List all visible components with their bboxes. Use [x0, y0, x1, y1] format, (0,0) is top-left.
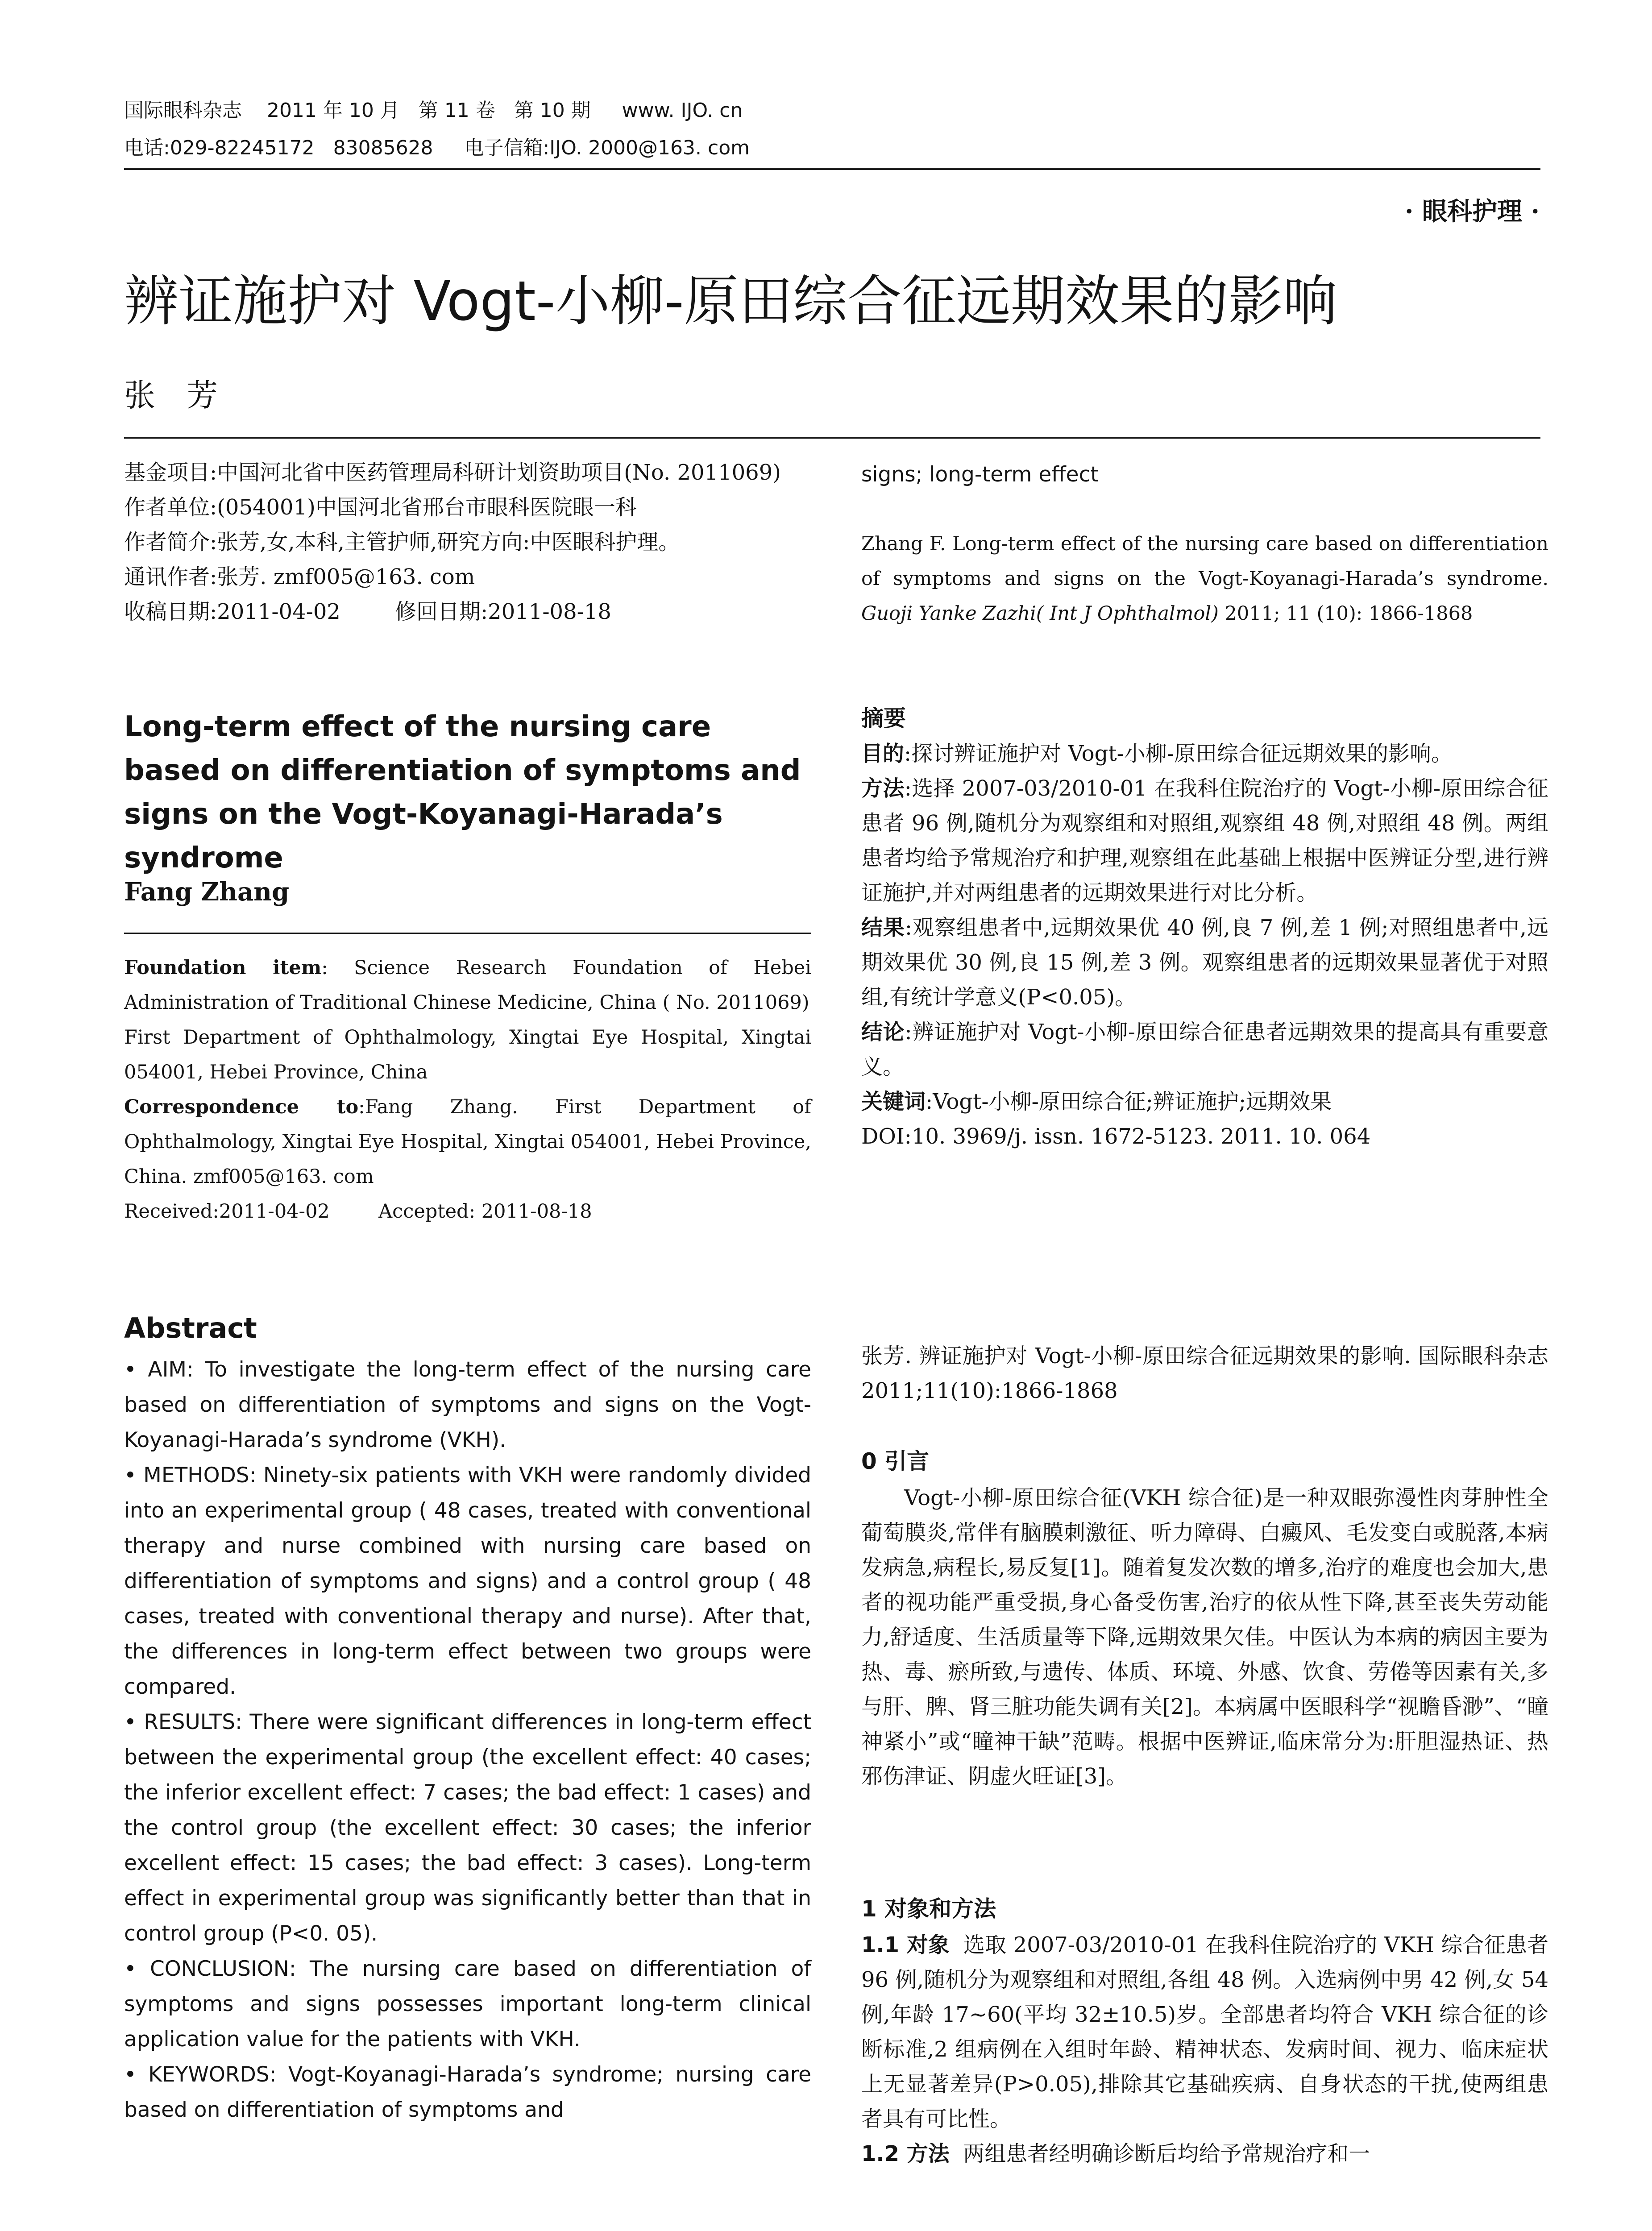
correspondence-en — [124, 1090, 811, 1194]
zhaiyao-results-text: :观察组患者中,远期效果优 40 例,良 7 例,差 1 例;对照组患者中,远期效果优 30 例,良 15 例,差 3 例。观察组患者的远期效果显著优于对照组,有统计学意义(P<0.05)。 — [861, 915, 1548, 1010]
methods-1-1-text: 选取 2007-03/2010-01 在我科住院治疗的 VKH 综合征患者 96 例,随机分为观察组和对照组,各组 48 例。入选病例中男 42 例,女 54 例,年龄 17~60(平均 32±10.5)岁。全部患者均符合 VKH 综合征的诊断标准,2 组病例在入组时年龄、精神状态、发病时间、视力、临床症状上无显著差异(P>0.05),排除其它基础疾病、自身状态的干扰,使两组患者具有可比性。 — [861, 1932, 1556, 2131]
zhaiyao-results-label: 结果 — [861, 915, 905, 940]
zhaiyao-aim-text: :探讨辨证施护对 Vogt-小柳-原田综合征远期效果的影响。 — [904, 741, 1453, 766]
zhaiyao-aim-label: 目的 — [861, 741, 905, 766]
en-info-block — [124, 950, 811, 1229]
correspondence-cn: 通讯作者:张芳. zmf005@163. com — [124, 564, 475, 589]
zhaiyao-methods-text: :选择 2007-03/2010-01 在我科住院治疗的 Vogt-小柳-原田综合征患者 96 例,随机分为观察组和对照组,观察组 48 例,对照组 48 例。两组患者均给予常规治疗和护理,观察组在此基础上根据中医辨证分型,进行辨证施护,并对两组患者的远期效果进行对比分析。 — [861, 776, 1548, 905]
intro-body: Vogt-小柳-原田综合征(VKH 综合征)是一种双眼弥漫性肉芽肿性全葡萄膜炎,常伴有脑膜刺激征、听力障碍、白癜风、毛发变白或脱落,本病发病急,病程长,易反复[1]。随着复发次数的增多,治疗的难度也会加大,患者的视功能严重受损,身心备受伤害,治疗的依从性下降,甚至丧失劳动能力,舒适度、生活质量等下降,远期效果欠佳。中医认为本病的病因主要为热、毒、瘀所致,与遗传、体质、环境、外感、饮食、劳倦等因素有关,多与肝、脾、肾三脏功能失调有关[2]。本病属中医眼科学“视瞻昏渺”、“瞳神紧小”或“瞳神干缺”范畴。根据中医辨证,临床常分为:肝胆湿热证、热邪伤津证、阴虚火旺证[3]。 — [861, 1485, 1548, 1789]
foundation-label: Foundation item — [124, 957, 322, 979]
intro-body-block — [861, 1480, 1548, 1794]
zhaiyao-aim — [861, 736, 1548, 771]
doi: DOI:10. 3969/j. issn. 1672-5123. 2011. 10. 064 — [861, 1124, 1371, 1149]
affiliation-en: First Department of Ophthalmology, Xingtai Eye Hospital, Xingtai 054001, Hebei Province, China — [124, 1026, 811, 1083]
abstract-body — [124, 1352, 811, 2127]
zhaiyao-results — [861, 910, 1548, 1015]
received-accepted: Received:2011-04-02 Accepted: 2011-08-18 — [124, 1200, 592, 1223]
abstract-keywords: • KEYWORDS: Vogt-Koyanagi-Harada’s syndrome; nursing care based on differentiation of symptoms and — [124, 2062, 811, 2122]
zhaiyao-body — [861, 736, 1548, 1154]
abstract-methods: • METHODS: Ninety-six patients with VKH were randomly divided into an experimental group ( 48 cases, treated with conventional therapy and nurse combined with nursing care based on differentiation of symptoms and signs) and a control group ( 48 cases, treated with conventional therapy and nurse). After that, the differences in long-term effect between two groups were compared. — [124, 1463, 811, 1699]
en-info-rule — [124, 933, 811, 934]
abstract-aim: • AIM: To investigate the long-term effect of the nursing care based on differentiation of symptoms and signs on the Vogt-Koyanagi-Harada’s syndrome (VKH). — [124, 1357, 811, 1452]
title-rule — [124, 437, 1540, 439]
methods-1-1 — [861, 1928, 1556, 2136]
author-bio-cn: 作者简介:张芳,女,本科,主管护师,研究方向:中医眼科护理。 — [124, 530, 680, 555]
author-name-en: Fang Zhang — [124, 877, 290, 907]
page-title: 辨证施护对 Vogt-小柳-原田综合征远期效果的影响 — [124, 270, 1337, 333]
citation-en-part-b: 2011; 11 (10): 1866-1868 — [1218, 602, 1473, 625]
methods-1-2 — [861, 2136, 1548, 2171]
citation-cn: 张芳. 辨证施护对 Vogt-小柳-原田综合征远期效果的影响. 国际眼科杂志 2011;11(10):1866-1868 — [861, 1344, 1548, 1403]
zhaiyao-conclusion — [861, 1015, 1548, 1084]
methods-heading: 1 对象和方法 — [861, 1896, 996, 1922]
zhaiyao-conclusion-label: 结论 — [861, 1020, 905, 1045]
intro-heading: 0 引言 — [861, 1448, 930, 1474]
foundation-text: : Science Research Foundation of Hebei Administration of Traditional Chinese Medicine, China ( No. 2011069) — [124, 957, 811, 1014]
citation-cn-block — [861, 1339, 1548, 1408]
author-name-cn: 张芳 — [124, 377, 249, 414]
section-tag: · 眼科护理 · — [1405, 197, 1540, 226]
correspondence-label: Correspondence to — [124, 1096, 359, 1118]
citation-en-journal: Guoji Yanke Zazhi( Int J Ophthalmol) — [861, 602, 1219, 625]
abstract-conclusion: • CONCLUSION: The nursing care based on differentiation of symptoms and signs possesses important long-term clinical application value for the patients with VKH. — [124, 1957, 811, 2052]
zhaiyao-keywords — [861, 1084, 1548, 1119]
header-rule — [124, 168, 1540, 170]
zhaiyao-conclusion-text: :辨证施护对 Vogt-小柳-原田综合征患者远期效果的提高具有重要意义。 — [861, 1020, 1548, 1079]
citation-en — [861, 527, 1548, 631]
cn-info-block — [124, 455, 811, 629]
journal-header-line2: 电话:029-82245172 83085628 电子信箱:IJO. 2000@163. com — [124, 137, 750, 159]
methods-1-1-label: 1.1 对象 — [861, 1932, 950, 1957]
zhaiyao-keywords-label: 关键词 — [861, 1089, 926, 1114]
keywords-continued: signs; long-term effect — [861, 462, 1099, 487]
dates-cn: 收稿日期:2011-04-02 修回日期:2011-08-18 — [124, 599, 611, 624]
foundation-item — [124, 950, 811, 1020]
english-title: Long-term effect of the nursing care based on differentiation of symptoms and signs on the Vogt-Koyanagi-Harada’s syndrome — [124, 710, 801, 875]
abstract-heading: Abstract — [124, 1312, 257, 1344]
methods-1-2-text: 两组患者经明确诊断后均给予常规治疗和一 — [949, 2141, 1370, 2166]
abstract-results: • RESULTS: There were significant differences in long-term effect between the experimental group (the excellent effect: 40 cases; the inferior excellent effect: 7 cases; the bad effect: 1 cases) and the control group (the excellent effect: 30 cases; the inferior excellent effect: 15 cases; the bad effect: 3 cases). Long-term effect in experimental group was significantly better than that in control group (P<0. 05). — [124, 1710, 811, 1946]
correspondence-text: :Fang Zhang. First Department of Ophthalmology, Xingtai Eye Hospital, Xingtai 054001, Hebei Province, China. zmf005@163. com — [124, 1096, 811, 1188]
zhaiyao-methods-label: 方法 — [861, 776, 905, 801]
citation-en-part-a: Zhang F. Long-term effect of the nursing care based on differentiation of symptoms and signs on the Vogt-Koyanagi-Harada’s syndrome. — [861, 533, 1548, 590]
zhaiyao-keywords-text: :Vogt-小柳-原田综合征;辨证施护;远期效果 — [926, 1089, 1332, 1114]
citation-en-block — [861, 527, 1548, 631]
zhaiyao-methods — [861, 771, 1548, 910]
methods-body — [861, 1928, 1556, 2171]
affiliation-cn: 作者单位:(054001)中国河北省邢台市眼科医院眼一科 — [124, 495, 637, 520]
fund-item-cn: 基金项目:中国河北省中医药管理局科研计划资助项目(No. 2011069) — [124, 460, 781, 485]
methods-1-2-label: 1.2 方法 — [861, 2141, 950, 2166]
zhaiyao-heading: 摘要 — [861, 705, 906, 731]
journal-header-line1: 国际眼科杂志 2011 年 10 月 第 11 卷 第 10 期 www. IJO. cn — [124, 99, 743, 122]
